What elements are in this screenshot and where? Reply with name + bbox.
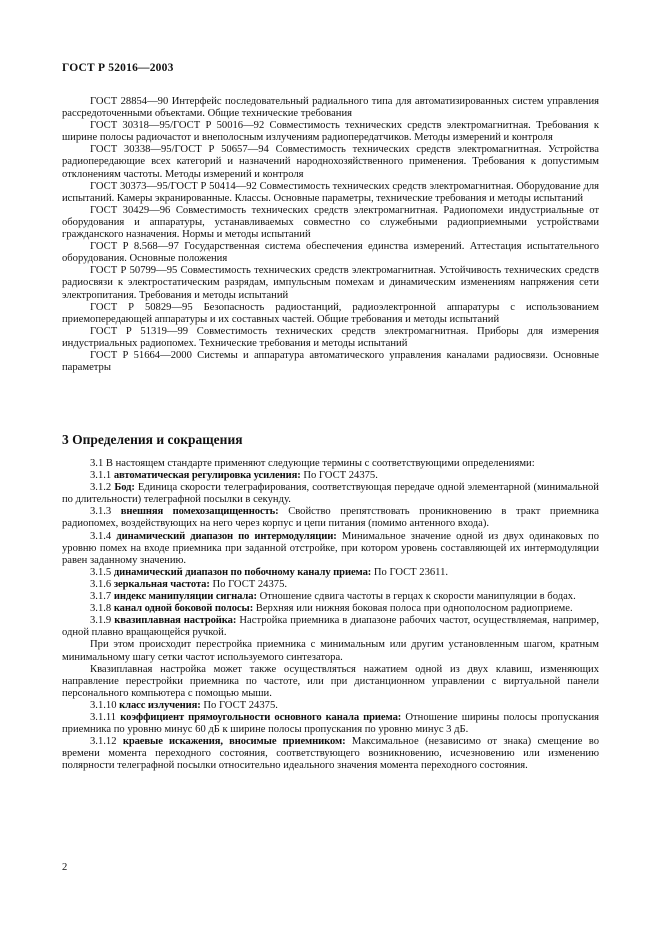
definition-note — [62, 664, 599, 700]
definition-number: 3.1.7 — [90, 591, 112, 603]
definition-number: 3.1 — [90, 458, 104, 469]
definition-item — [62, 567, 599, 579]
definition-text: Свойство препятствовать проникновению в тракт приемника радиопомех, воздействующих на него через корпус и цепи питания (помимо антенного входа). — [62, 506, 599, 530]
definition-item — [62, 712, 599, 736]
definition-term: индекс манипуляции сигнала: — [113, 591, 257, 603]
definition-term: динамический диапазон по побочному каналу приема: — [113, 566, 372, 578]
definition-text: По ГОСТ 24375. — [203, 699, 278, 711]
reference-item: ГОСТ Р 51664—2000 Системы и аппаратура автоматического управления каналами радиосвязи. Основные параметры — [62, 349, 599, 374]
reference-item: ГОСТ Р 50829—95 Безопасность радиостанций, радиоэлектронной аппаратуры с использованием приемопередающей аппаратуры и их составных частей. Общие требования и методы испытаний — [62, 301, 599, 325]
definition-text: При этом происходит перестройка приемника с минимальным или другим установленным шагом, кратным минимальному шагу сетки частот используемого синтезатора. — [62, 639, 599, 663]
normative-references-list — [62, 96, 599, 374]
definition-number: 3.1.2 — [90, 482, 112, 494]
definition-number: 3.1.5 — [90, 566, 112, 578]
definition-text: По ГОСТ 24375. — [303, 470, 378, 482]
definition-text: Минимальное значение одной из двух одинаковых по уровню помех на входе приемника при заданной отстройке, при котором уровень составляющей их интермодуляции равен заданному значению. — [62, 530, 599, 566]
definition-term: квазиплавная настройка: — [114, 615, 237, 627]
definition-text: Единица скорости телеграфирования, соответствующая передаче одной элементарной (минимальной по длительности) телеграфной посылки в секунду. — [62, 482, 599, 506]
definition-number: 3.1.9 — [90, 615, 112, 627]
definition-term: внешняя помехозащищенность: — [120, 506, 279, 518]
definition-text: По ГОСТ 24375. — [212, 578, 288, 590]
definition-number: 3.1.11 — [90, 711, 117, 723]
reference-item: ГОСТ Р 51319—99 Совместимость технических средств электромагнитная. Приборы для измерения индустриальных радиопомех. Технические требования и методы испытаний — [62, 325, 599, 349]
reference-item: ГОСТ 30318—95/ГОСТ Р 50016—92 Совместимость технических средств электромагнитная. Требования к ширине полосы радиочастот и внеполосным излучениям радиопередатчиков. Методы измерений и контроля — [62, 120, 599, 144]
definition-item — [62, 579, 599, 591]
definition-term: динамический диапазон по интермодуляции: — [116, 530, 337, 542]
definition-item — [62, 458, 599, 470]
definition-item — [62, 591, 599, 603]
reference-item: ГОСТ 28854—90 Интерфейс последовательный радиального типа для автоматизированных систем управления рассредоточенными объектами. Общие технические требования — [62, 96, 599, 120]
definition-item — [62, 736, 599, 772]
page-number: 2 — [62, 862, 68, 873]
definition-number: 3.1.10 — [90, 699, 117, 711]
definition-term: коэффициент прямоугольности основного канала приема: — [120, 711, 402, 723]
definition-number: 3.1.12 — [90, 736, 117, 748]
definition-note — [62, 639, 599, 663]
reference-item: ГОСТ 30338—95/ГОСТ Р 50657—94 Совместимость технических средств электромагнитная. Устройства радиопередающие всех категорий и назначений народнохозяйственного применения. Требования к допустимым отклонениям частоты. Методы измерений и контроля — [62, 144, 599, 180]
reference-item: ГОСТ Р 50799—95 Совместимость технических средств электромагнитная. Устойчивость технических средств радиосвязи к электростатическим разрядам, импульсным помехам и динамическим изменениям напряжения сети электропитания. Требования и методы испытаний — [62, 265, 599, 301]
definition-text: По ГОСТ 23611. — [373, 566, 449, 578]
document-header: ГОСТ Р 52016—2003 — [62, 62, 174, 74]
definitions-list — [62, 458, 599, 772]
definition-term: краевые искажения, вносимые приемником: — [122, 736, 346, 748]
definition-item — [62, 603, 599, 615]
definition-number: 3.1.3 — [90, 506, 112, 518]
definition-text: Квазиплавная настройка может также осуществляться нажатием одной из двух клавиш, изменяющих направление перестройки приемника по частоте, или при дистанционном управлении с виртуальной панели персонального компьютера с помощью мыши. — [62, 663, 599, 699]
definition-term: класс излучения: — [119, 699, 201, 711]
definition-text: В настоящем стандарте применяют следующие термины с соответствующими определениями: — [105, 458, 535, 469]
definition-number: 3.1.1 — [90, 470, 112, 482]
section-heading: 3 Определения и сокращения — [62, 432, 243, 447]
definition-text: Отношение сдвига частоты в герцах к скорости манипуляции в бодах. — [259, 591, 576, 603]
definition-number: 3.1.6 — [90, 578, 112, 590]
reference-item: ГОСТ 30373—95/ГОСТ Р 50414—92 Совместимость технических средств электромагнитная. Оборудование для испытаний. Камеры экранированные. Классы. Основные параметры, технические требования и методы испытаний — [62, 180, 599, 204]
definition-item — [62, 482, 599, 506]
definition-item — [62, 615, 599, 639]
definition-text: Настройка приемника в диапазоне рабочих частот, осуществляемая, например, одной плавно вращающейся ручкой. — [62, 615, 599, 639]
definition-item — [62, 470, 599, 482]
definition-term: Бод: — [114, 482, 135, 494]
definition-number: 3.1.4 — [90, 530, 112, 542]
definition-text: Верхняя или нижняя боковая полоса при однополосном радиоприеме. — [255, 603, 573, 615]
reference-item: ГОСТ Р 8.568—97 Государственная система обеспечения единства измерений. Аттестация испытательного оборудования. Основные положения — [62, 241, 599, 265]
definition-term: зеркальная частота: — [113, 578, 210, 590]
definition-text: Отношение ширины полосы пропускания приемника по уровню минус 60 дБ к ширине полосы пропускания по уровню минус 3 дБ. — [62, 711, 599, 736]
definition-number: 3.1.8 — [90, 603, 112, 615]
definition-item — [62, 506, 599, 530]
definition-item — [62, 700, 599, 712]
definition-text: Максимальное (независимо от знака) смещение во времени момента переходного состояния, соответствующего возникновению, исчезновению или изменению полярности телеграфной посылки относительно идеального значения момента переходного состояния. — [62, 736, 599, 772]
reference-item: ГОСТ 30429—96 Совместимость технических средств электромагнитная. Радиопомехи индустриальные от оборудования и аппаратуры, устанавливаемых совместно со служебными радиоприемными устройствами гражданского назначения. Нормы и методы испытаний — [62, 204, 599, 241]
definition-term: автоматическая регулировка усиления: — [113, 470, 301, 482]
definition-term: канал одной боковой полосы: — [113, 603, 254, 615]
definition-item — [62, 531, 599, 567]
